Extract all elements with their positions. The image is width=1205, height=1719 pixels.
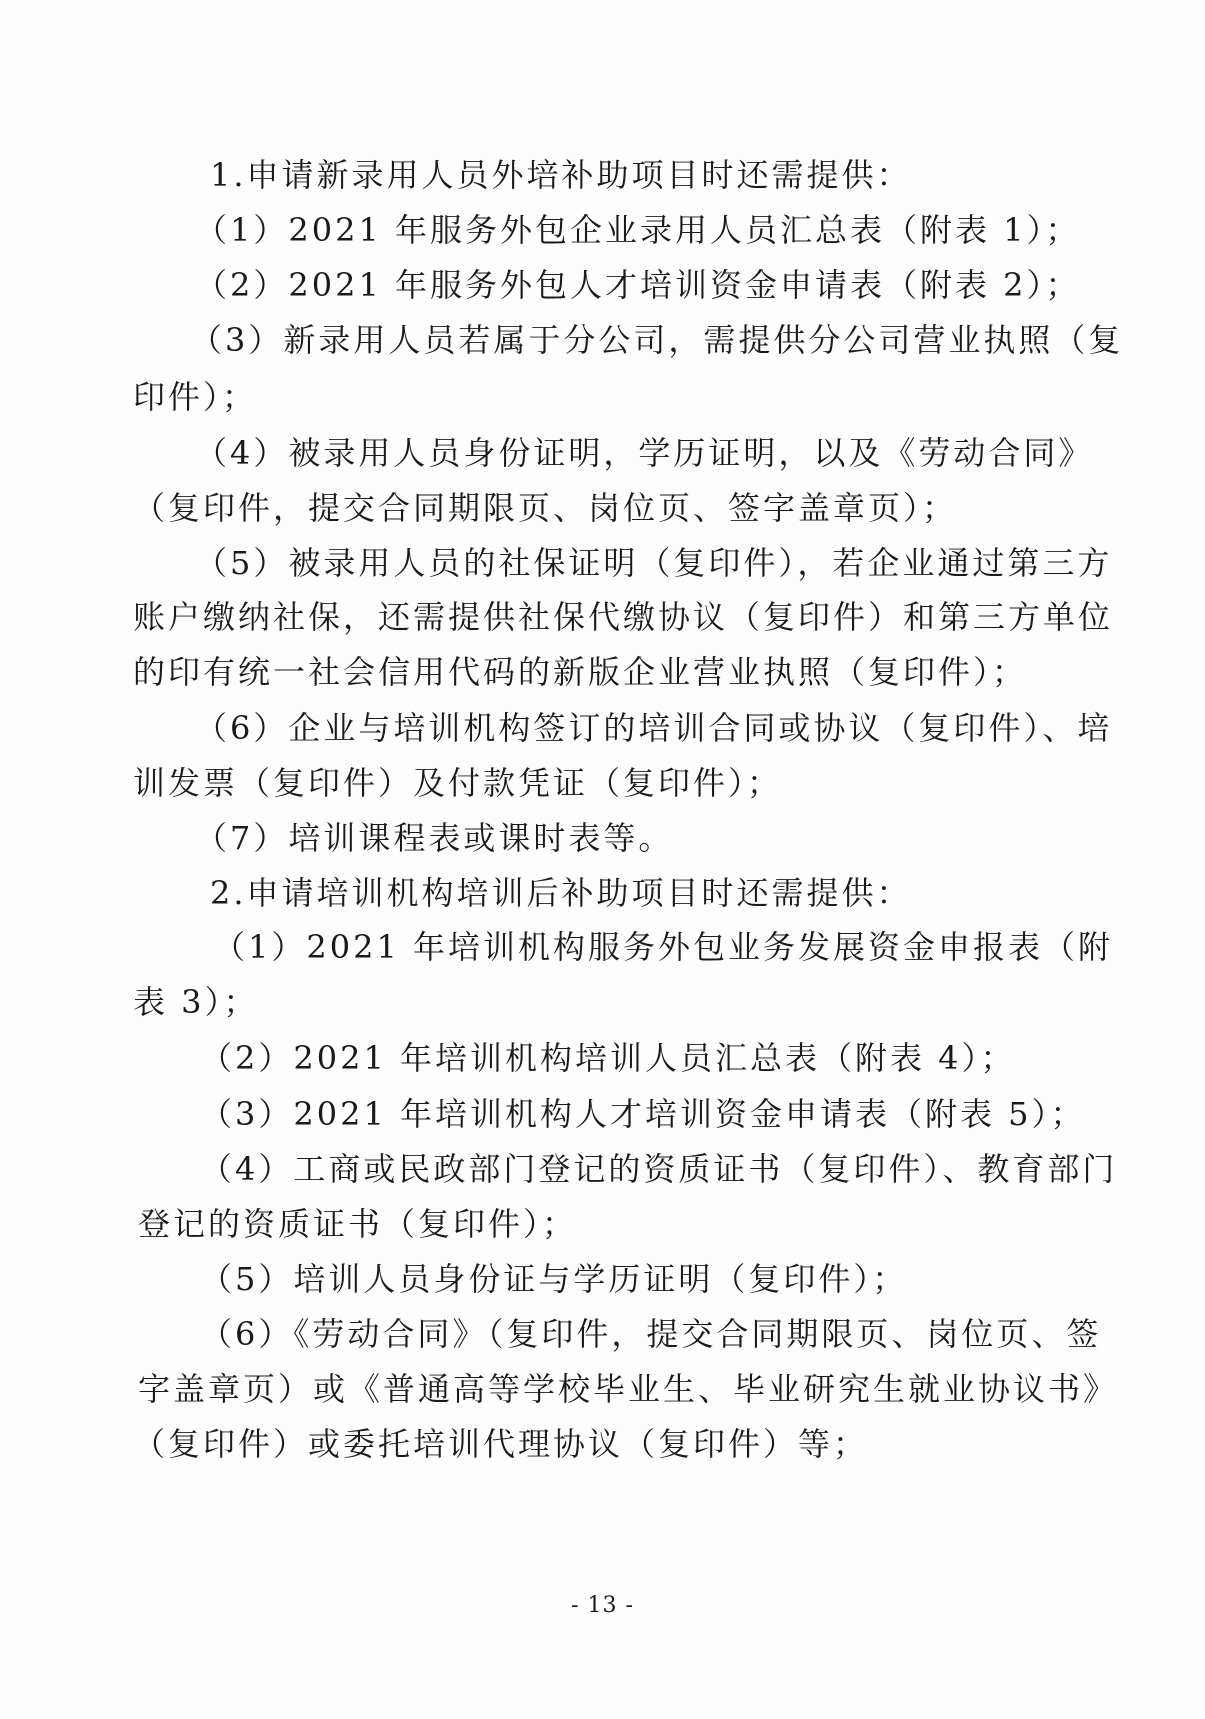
text-line: 2.申请培训机构培训后补助项目时还需提供： (210, 874, 912, 912)
text-line: 登记的资质证书（复印件）； (138, 1205, 578, 1243)
text-line: （4）被录用人员身份证明，学历证明，以及《劳动合同》 (195, 434, 1094, 472)
text-line: （5）被录用人员的社保证明（复印件），若企业通过第三方 (195, 544, 1113, 582)
text-line: （1）2021 年培训机构服务外包业务发展资金申报表（附 (213, 928, 1113, 966)
text-line: （4）工商或民政部门登记的资质证书（复印件）、教育部门 (200, 1150, 1118, 1188)
text-line: （2）2021 年服务外包人才培训资金申请表（附表 2）； (195, 266, 1081, 304)
text-line: （2）2021 年培训机构培训人员汇总表（附表 4）； (200, 1039, 1016, 1077)
text-line: （7）培训课程表或课时表等。 (195, 819, 674, 857)
text-line: 的印有统一社会信用代码的新版企业营业执照（复印件）； (133, 653, 1028, 691)
text-line: （1）2021 年服务外包企业录用人员汇总表（附表 1）； (195, 211, 1081, 249)
text-line: 训发票（复印件）及付款凭证（复印件）； (133, 764, 783, 802)
text-line: （6）《劳动合同》（复印件，提交合同期限页、岗位页、签 (200, 1315, 1102, 1353)
text-line: 账户缴纳社保，还需提供社保代缴协议（复印件）和第三方单位 (133, 598, 1114, 636)
text-line: （6）企业与培训机构签订的培训合同或协议（复印件）、培 (195, 709, 1113, 747)
text-line: （复印件）或委托培训代理协议（复印件）等； (133, 1425, 869, 1463)
text-line: （3）新录用人员若属于分公司，需提供分公司营业执照（复 (190, 321, 1124, 359)
text-line: 1.申请新录用人员外培补助项目时还需提供： (210, 156, 912, 194)
text-line: 表 3）； (133, 983, 259, 1021)
text-line: 字盖章页）或《普通高等学校毕业生、毕业研究生就业协议书》 (138, 1370, 1119, 1408)
text-line: （5）培训人员身份证与学历证明（复印件）； (200, 1260, 908, 1298)
page-number: - 13 - (571, 1593, 634, 1618)
text-line: （复印件，提交合同期限页、岗位页、签字盖章页）； (133, 489, 958, 527)
text-line: 印件）； (133, 378, 258, 416)
text-line: （3）2021 年培训机构人才培训资金申请表（附表 5）； (200, 1095, 1086, 1133)
